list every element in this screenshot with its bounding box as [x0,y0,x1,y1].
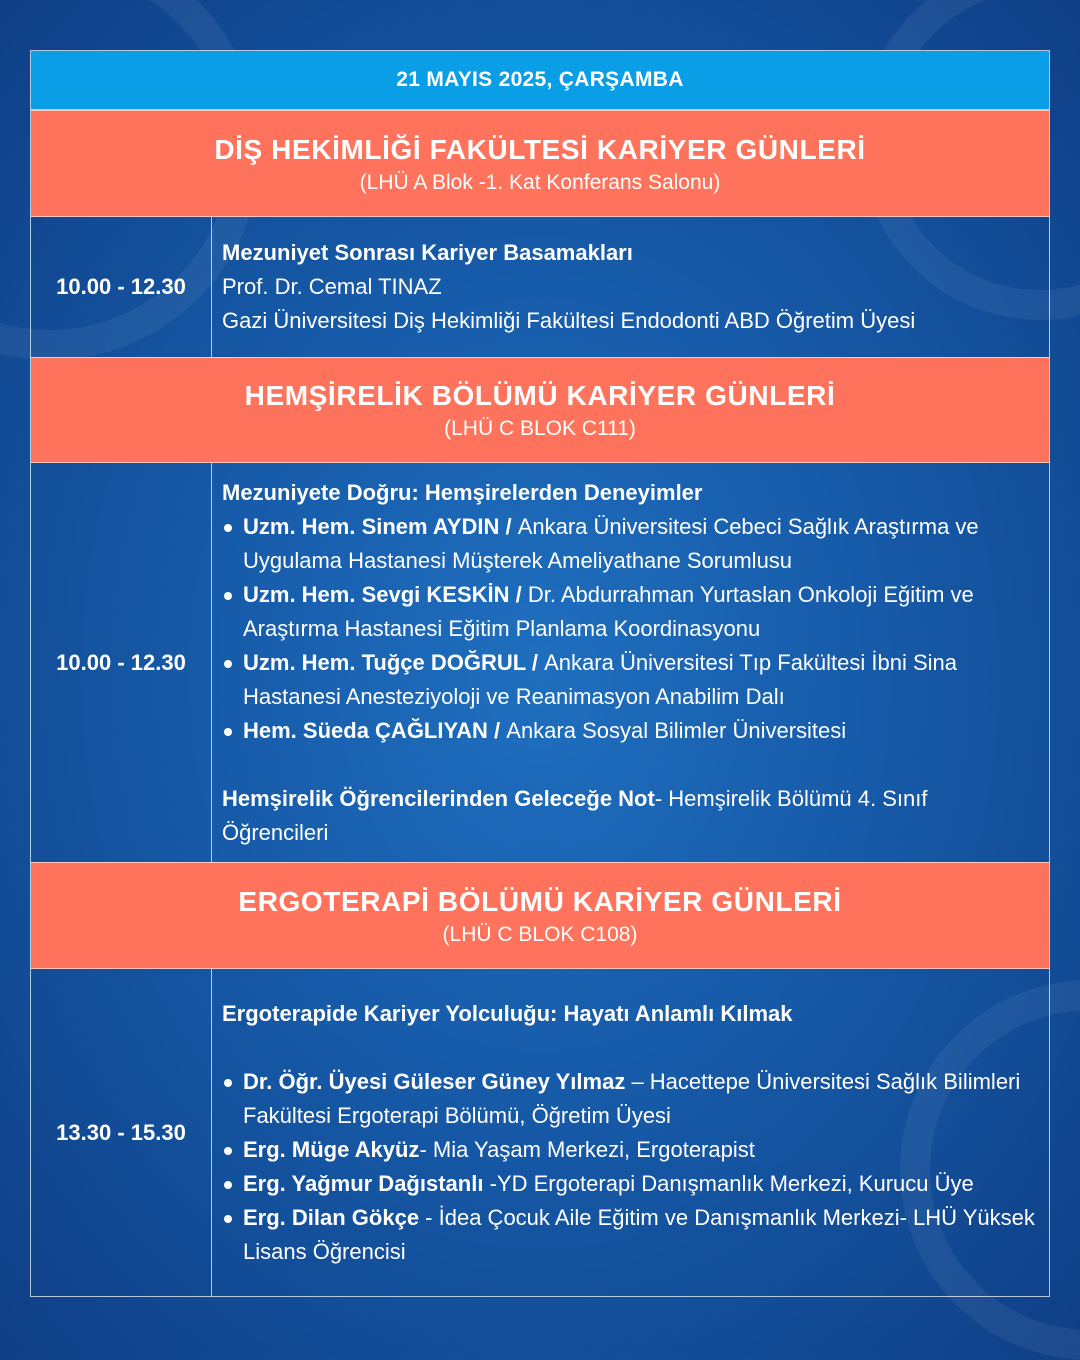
speaker-name: Hem. Süeda ÇAĞLIYAN [243,717,488,743]
speaker-separator: – [625,1068,650,1094]
speaker-info: Ankara Üniversitesi Cebeci Sağlık Araştırma ve Uygulama Hastanesi Müşterek Ameliyathane Sorumlusu [243,513,979,573]
section-header-ergoterapi [31,862,1049,969]
session-row-dis-hekimligi [31,217,1049,357]
list-item [222,510,1035,578]
talk-title: Ergoterapide Kariyer Yolculuğu: Hayatı Anlamlı Kılmak [222,1000,793,1026]
schedule-table [30,50,1050,1297]
speaker-name: Erg. Müge Akyüz [243,1136,420,1162]
session-time: 13.30 - 15.30 [31,969,212,1296]
session-time: 10.00 - 12.30 [31,217,212,357]
speaker-name: Erg. Yağmur Dağıstanlı [243,1170,484,1196]
talk-title: Mezuniyete Doğru: Hemşirelerden Deneyimler [222,479,703,505]
speaker-name: Erg. Dilan Gökçe [243,1204,420,1230]
spacer [222,748,1035,782]
session-time: 10.00 - 12.30 [31,463,212,862]
closing-note-title: Hemşirelik Öğrencilerinden Geleceğe Not [222,785,655,811]
section-location: (LHÜ A Blok -1. Kat Konferans Salonu) [359,170,721,194]
speaker-separator: - [483,1170,497,1196]
speaker-separator: / [499,513,518,539]
closing-note [222,782,1035,850]
speaker-info: Ankara Üniversitesi Tıp Fakültesi İbni Sina Hastanesi Anesteziyoloji ve Reanimasyon Anabilim Dalı [243,649,958,709]
speaker-separator: / [487,717,507,743]
list-item [222,646,1035,714]
speaker-name: Dr. Öğr. Üyesi Güleser Güney Yılmaz [243,1068,626,1094]
speaker-name: Uzm. Hem. Sevgi KESKİN [243,581,510,607]
session-row-ergoterapi [31,969,1049,1296]
spacer [222,1031,1035,1065]
speaker-separator: - [419,1136,433,1162]
speaker-info: Ankara Sosyal Bilimler Üniversitesi [506,717,847,743]
talk-title: Mezuniyet Sonrası Kariyer Basamakları [222,240,633,265]
list-item [222,1167,1035,1201]
date-header: 21 MAYIS 2025, ÇARŞAMBA [31,51,1049,110]
speaker-info: Hacettepe Üniversitesi Sağlık Bilimleri Fakültesi Ergoterapi Bölümü, Öğretim Üyesi [243,1068,1021,1128]
speaker-info: İdea Çocuk Aile Eğitim ve Danışmanlık Merkezi- LHÜ Yüksek Lisans Öğrencisi [243,1204,1035,1264]
section-header-dis-hekimligi [31,110,1049,217]
speaker-affiliation: Gazi Üniversitesi Diş Hekimliği Fakültesi Endodonti ABD Öğretim Üyesi [222,308,916,333]
list-item [222,714,1035,748]
session-row-hemsirelik [31,463,1049,862]
speaker-separator: / [509,581,528,607]
section-location: (LHÜ C BLOK C108) [442,922,638,946]
speaker-info: Dr. Abdurrahman Yurtaslan Onkoloji Eğitim ve Araştırma Hastanesi Eğitim Planlama Koordinasyonu [243,581,974,641]
section-location: (LHÜ C BLOK C111) [444,417,636,440]
speaker-info: Mia Yaşam Merkezi, Ergoterapist [432,1136,755,1162]
list-item [222,1201,1035,1269]
speaker-separator: - [419,1204,439,1230]
list-item [222,578,1035,646]
speaker-info: YD Ergoterapi Danışmanlık Merkezi, Kurucu Üye [496,1170,974,1196]
closing-note-detail: - Hemşirelik Bölümü 4. Sınıf Öğrencileri [222,785,928,845]
session-content [212,463,1049,862]
list-item [222,1065,1035,1133]
session-content [212,217,1049,357]
speaker-list [222,1065,1035,1269]
section-title: ERGOTERAPİ BÖLÜMÜ KARİYER GÜNLERİ [238,885,842,917]
session-content [212,969,1049,1296]
section-header-hemsirelik [31,357,1049,463]
speaker-list [222,510,1035,748]
speaker-name: Uzm. Hem. Tuğçe DOĞRUL [243,649,526,675]
speaker-name: Uzm. Hem. Sinem AYDIN [243,513,500,539]
list-item [222,1133,1035,1167]
section-title: DİŞ HEKİMLİĞİ FAKÜLTESİ KARİYER GÜNLERİ [214,133,866,165]
section-title: HEMŞİRELİK BÖLÜMÜ KARİYER GÜNLERİ [244,380,836,411]
speaker-separator: / [525,649,545,675]
speaker-name: Prof. Dr. Cemal TINAZ [222,274,442,299]
